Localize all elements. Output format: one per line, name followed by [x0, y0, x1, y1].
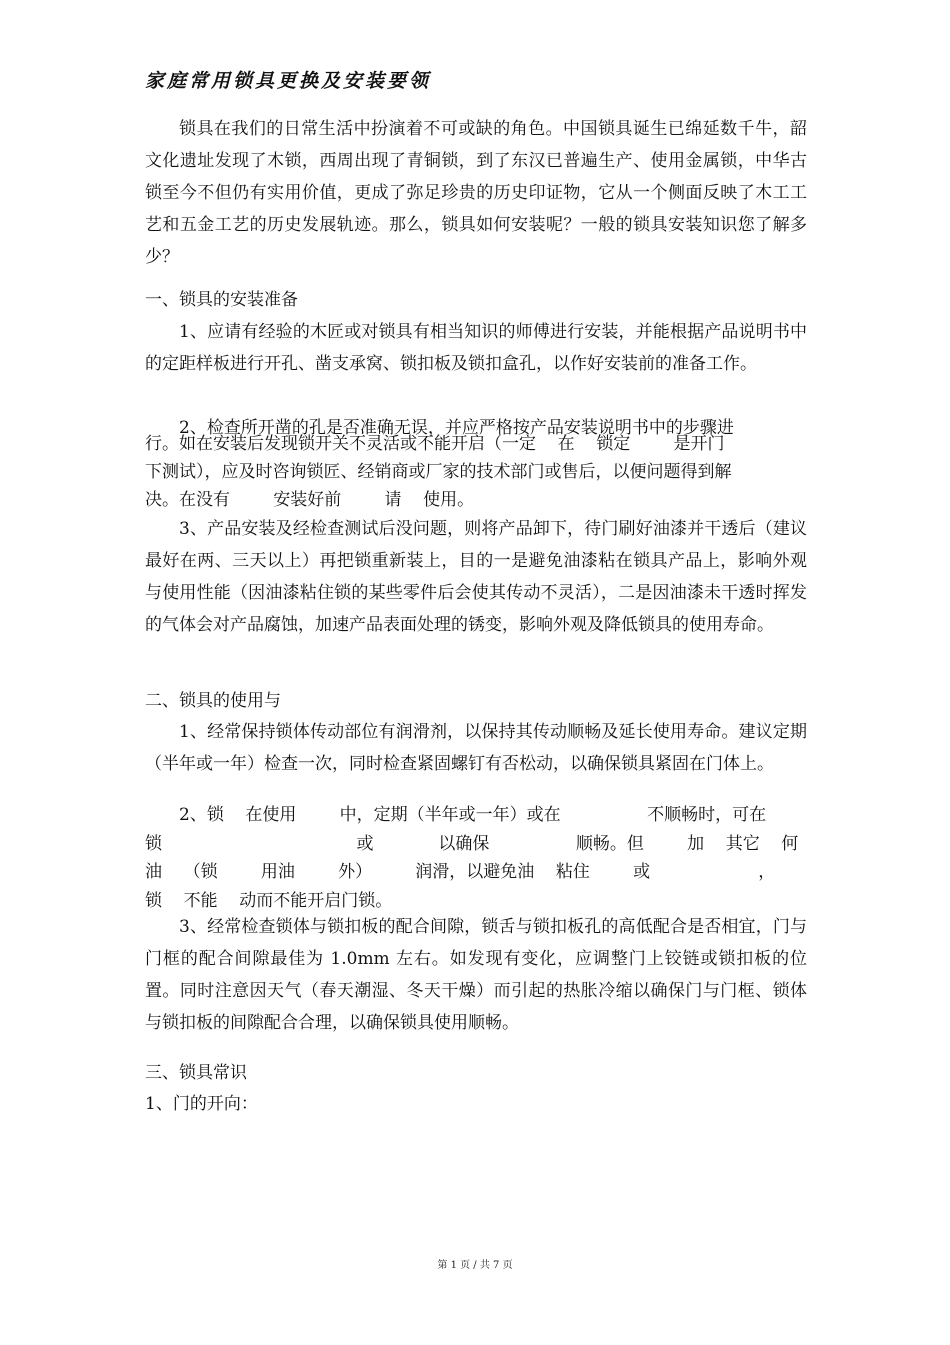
section1-paragraph-2-line-4: 决。在没有 安装好前 请 使用。 — [145, 490, 475, 510]
section2-paragraph-1: 1、经常保持锁体传动部位有润滑剂，以保持其传动顺畅及延长使用寿命。建议定期（半年或一年）检查一次，同时检查紧固螺钉有否松动，以确保锁具紧固在门体上。 — [145, 722, 807, 774]
section2-paragraph-2-line-4: 锁 不能 动而不能开启门锁。 — [145, 891, 393, 911]
section3-item-1: 1、门的开向： — [145, 1094, 258, 1114]
page-footer: 第 1 页 / 共 7 页 — [437, 1260, 513, 1271]
section-heading-3: 三、锁具常识 — [145, 1063, 247, 1083]
section2-paragraph-2-line-3: 油 （锁 用油 外） 润滑，以避免油 粘住 或 ， — [145, 862, 776, 882]
section-heading-1: 一、锁具的安装准备 — [145, 290, 298, 310]
section1-paragraph-2-line-1: 2、检查所开凿的孔是否准确无误，并应严格按产品安装说明书中的步骤进 — [179, 418, 734, 438]
section1-paragraph-1: 1、应请有经验的木匠或对锁具有相当知识的师傅进行安装，并能根据产品说明书中的定距样板进行开孔、凿支承窝、锁扣板及锁扣盒孔，以作好安装前的准备工作。 — [145, 322, 807, 374]
section1-paragraph-2-line-2: 行。如在安装后发现锁开关不灵活或不能开启（一定 在 锁定 是开门 — [145, 434, 725, 454]
section-heading-2: 二、锁具的使用与 — [145, 691, 281, 711]
section1-paragraph-3: 3、产品安装及经检查测试后没问题，则将产品卸下，待门刷好油漆并干透后（建议最好在两、三天以上）再把锁重新装上，目的一是避免油漆粘在锁具产品上，影响外观与使用性能（因油漆粘住锁的某些零件后会使其传动不灵活），二是因油漆未干透时挥发的气体会对产品腐蚀，加速产品表面处理的锈变，影响外观及降低锁具的使用寿命。 — [145, 519, 807, 635]
section2-paragraph-2-line-2: 锁 或 以确保 顺畅。但 加 其它 何 — [145, 834, 799, 854]
section2-paragraph-2-line-1: 2、锁 在使用 中，定期（半年或一年）或在 不顺畅时，可在 — [179, 805, 767, 825]
intro-paragraph: 锁具在我们的日常生活中扮演着不可或缺的角色。中国锁具诞生已绵延数千牛，韶文化遗址发现了木锁，西周出现了青铜锁，到了东汉已普遍生产、使用金属锁，中华古锁至今不但仍有实用价值，更成了弥足珍贵的历史印证物，它从一个侧面反映了木工工艺和五金工艺的历史发展轨迹。那么，锁具如何安装呢？一般的锁具安装知识您了解多少？ — [145, 119, 807, 267]
document-title: 家庭常用锁具更换及安装要领 — [145, 70, 432, 92]
section1-paragraph-2-line-3: 下测试），应及时咨询锁匠、经销商或厂家的技术部门或售后，以便问题得到解 — [145, 462, 732, 482]
section2-paragraph-3: 3、经常检查锁体与锁扣板的配合间隙，锁舌与锁扣板孔的高低配合是否相宜，门与门框的配合间隙最佳为 1.0mm 左右。如发现有变化，应调整门上铰链或锁扣板的位置。同时注意因天气（春天潮湿、冬天干燥）而引起的热胀冷缩以确保门与门框、锁体与锁扣板的间隙配合合理，以确保锁具使用顺畅。 — [145, 917, 807, 1033]
